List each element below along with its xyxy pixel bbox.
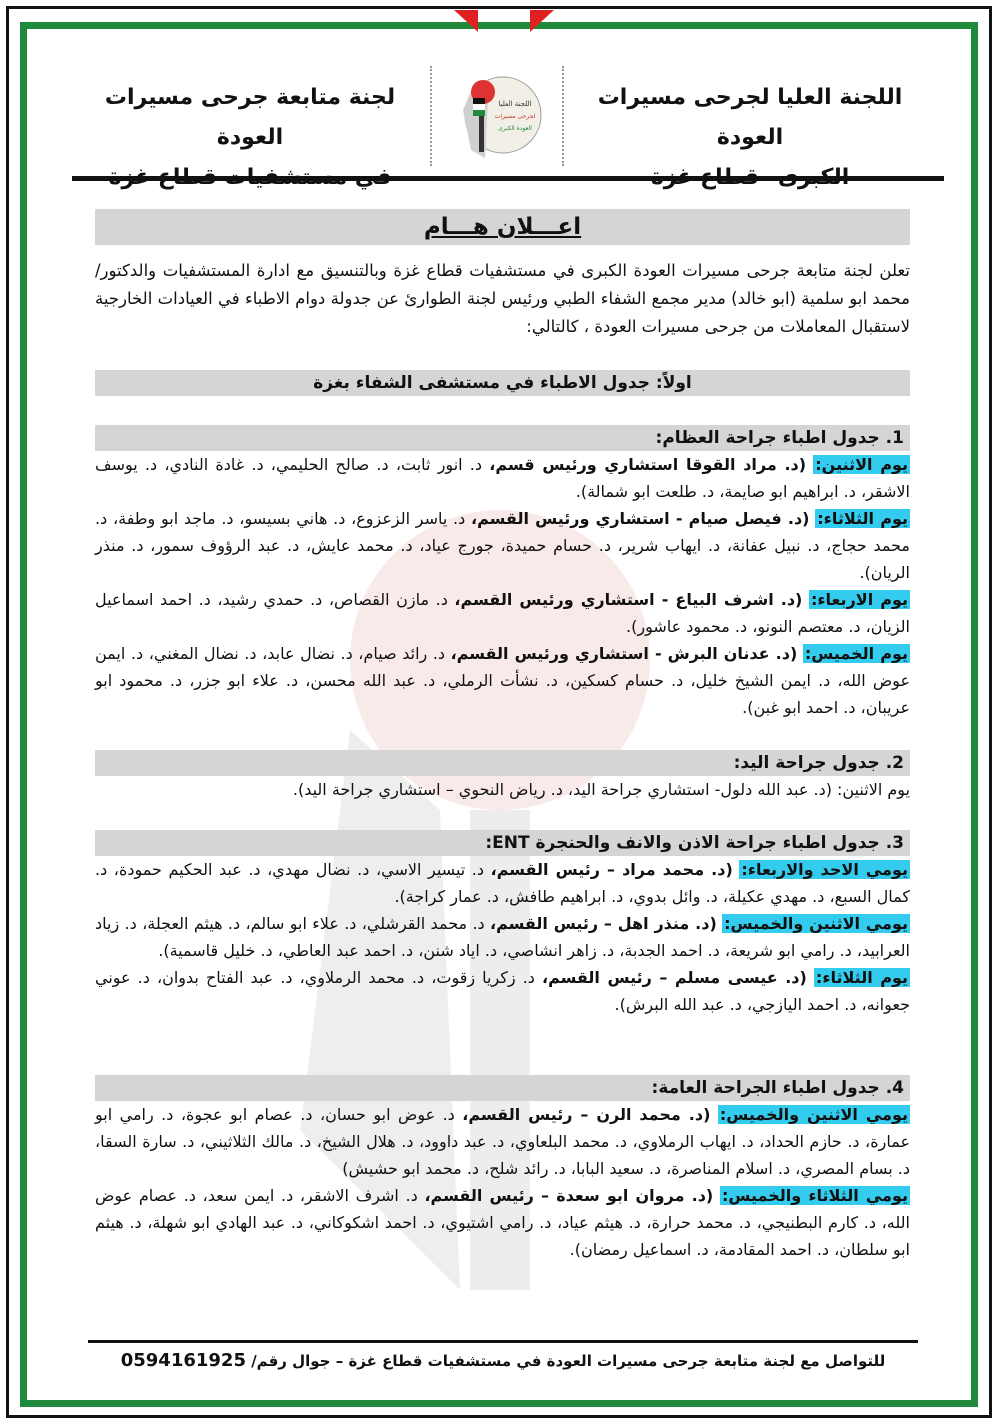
department-head: (د. مراد القوقا استشاري ورئيس قسم، bbox=[489, 455, 807, 474]
section-heading-text: اولاً: جدول الاطباء في مستشفى الشفاء بغزة bbox=[313, 373, 692, 393]
letterhead-left-line1: لجنة متابعة جرحى مسيرات العودة bbox=[104, 85, 396, 150]
day-label: يوم الاربعاء: bbox=[810, 590, 908, 609]
announcement-title-text: اعـــلان هـــام bbox=[423, 214, 582, 240]
schedule-entry bbox=[95, 640, 910, 721]
schedule-entry bbox=[95, 910, 910, 964]
logo-text-2: لجرحى مسيرات bbox=[494, 113, 536, 120]
letterhead bbox=[70, 60, 930, 175]
schedule-group-orthopedics bbox=[95, 425, 910, 721]
group-title: 4. جدول اطباء الجراحة العامة: bbox=[95, 1075, 910, 1101]
letterhead-right-line1: اللجنة العليا لجرحى مسيرات العودة bbox=[597, 85, 903, 150]
department-head: (د. فيصل صيام - استشاري ورئيس القسم، bbox=[471, 509, 810, 528]
doctor-list: د. زكريا زقوت، د. محمد الرملاوي، د. عبد الفتاح بدوان، د. عوني جعوانه، د. احمد اليازجي، د. عبد الله البرش). bbox=[95, 968, 910, 1014]
contact-footer bbox=[88, 1350, 918, 1371]
header-divider bbox=[430, 66, 433, 166]
phone-number: 0594161925 bbox=[120, 1350, 246, 1371]
doctor-list: يوم الاثنين: (د. عبد الله دلول- استشاري جراحة اليد، د. رياض النحوي – استشاري جراحة اليد). bbox=[292, 780, 910, 799]
group-title: 3. جدول اطباء جراحة الاذن والانف والحنجرة ENT: bbox=[95, 830, 910, 856]
footer-rule bbox=[88, 1340, 918, 1343]
doctor-list: د. ياسر الزعزوع، د. هاني بسيسو، د. ماجد ابو وطفة، د. محمد حجاج، د. نبيل عفانة، د. ايهاب شرير، د. حسام حميدة، جورج عياد، د. محمد عايش، د. عبد الرؤوف سمور، د. منذر الريان). bbox=[95, 509, 910, 582]
doctor-list: د. محمد القرشلي، د. علاء ابو سالم، د. هيثم العجلة، د. زياد العرابيد، د. رامي ابو شريعة، د. احمد الجدبة، د. زاهر انشاصي، د. اياد شنن، د. احمد عبد العاطي، د. خليل قاسمية). bbox=[95, 914, 910, 960]
day-label: يوم الاثنين: bbox=[815, 455, 908, 474]
day-label: يوم الخميس: bbox=[804, 644, 908, 663]
schedule-entry bbox=[95, 776, 910, 803]
footer-text: للتواصل مع لجنة متابعة جرحى مسيرات العودة في مستشفيات قطاع غزة – جوال رقم/ bbox=[251, 1352, 886, 1370]
day-label: يومي الاثنين والخميس: bbox=[724, 914, 908, 933]
doctor-list: د. عوض ابو حسان، د. عصام ابو عجوة، د. رامي ابو عمارة، د. حازم الحداد، د. ايهاب الرملاوي، د. محمد البلعاوي، د. عبد داوود، د. هلال الشيخ، د. مالك الثلاثيني، د. سارة السقا، د. بسام المصري، د. اسلام المناصرة، د. سعيد البابا، د. رائد شلح، د. محمد ابو حشيش) bbox=[95, 1105, 910, 1178]
schedule-entry bbox=[95, 964, 910, 1018]
doctor-list: د. مازن القصاص، د. حمدي رشيد، د. احمد اسماعيل الزيان، د. معتصم النونو، د. محمود عاشور). bbox=[95, 590, 910, 636]
group-title: 2. جدول جراحة اليد: bbox=[95, 750, 910, 776]
header-divider bbox=[562, 66, 565, 166]
logo-text-3: العودة الكبرى bbox=[498, 125, 532, 132]
schedule-entry bbox=[95, 586, 910, 640]
schedule-group-general-surgery bbox=[95, 1075, 910, 1263]
section-heading bbox=[95, 370, 910, 396]
department-head: (د. محمد الرن – رئيس القسم، bbox=[462, 1105, 711, 1124]
doctor-list: د. اشرف الاشقر، د. ايمن سعد، د. عصام عوض الله، د. كارم البطنيجي، د. محمد حرارة، د. هيثم عياد، د. رامي اشتيوي، د. احمد اشكوكاني، د. عبد الهادي ابو شهلة، د. هيثم ابو سلطان، د. احمد المقادمة، د. اسماعيل رمضان). bbox=[95, 1186, 910, 1259]
schedule-entry bbox=[95, 505, 910, 586]
day-label: يوم الثلاثاء: bbox=[815, 968, 909, 987]
department-head: (د. عدنان البرش - استشاري ورئيس القسم، bbox=[450, 644, 798, 663]
day-label: يوم الثلاثاء: bbox=[817, 509, 909, 528]
committee-logo bbox=[455, 70, 545, 160]
department-head: (د. عيسى مسلم – رئيس القسم، bbox=[542, 968, 807, 987]
schedule-entry bbox=[95, 1182, 910, 1263]
logo-text-1: اللجنة العليا bbox=[498, 100, 532, 108]
schedule-entry bbox=[95, 1101, 910, 1182]
doctor-list: د. رائد صيام، د. نضال عابد، د. نضال المغني، د. ايمن عوض الله، د. ايمن الشيخ خليل، د. حسام كسكين، د. نشأت الرملي، د. عبد الله محسن، د. علاء ابو جزر، د. محمود ابو عريبان، د. احمد ابو غبن). bbox=[95, 644, 910, 717]
intro-paragraph: تعلن لجنة متابعة جرحى مسيرات العودة الكبرى في مستشفيات قطاع غزة وبالتنسيق مع ادارة المستشفيات والدكتور/ محمد ابو سلمية (ابو خالد) مدير مجمع الشفاء الطبي ورئيس لجنة الطوارئ عن جدولة دوام الاطباء في العيادات الخارجية لاستقبال المعاملات من جرحى مسيرات العودة ، كالتالي: bbox=[95, 261, 910, 336]
header-rule bbox=[72, 176, 944, 181]
department-head: (د. مروان ابو سعدة – رئيس القسم، bbox=[424, 1186, 714, 1205]
day-label: يومي الاثنين والخميس: bbox=[719, 1105, 908, 1124]
day-label: يومي الثلاثاء والخميس: bbox=[721, 1186, 909, 1205]
announcement-title bbox=[95, 209, 910, 245]
department-head: (د. منذر اهل – رئيس القسم، bbox=[490, 914, 717, 933]
schedule-entry bbox=[95, 451, 910, 505]
schedule-group-ent bbox=[95, 830, 910, 1018]
day-label: يومي الاحد والاربعاء: bbox=[741, 860, 909, 879]
schedule-entry bbox=[95, 856, 910, 910]
department-head: (د. اشرف البياع - استشاري ورئيس القسم، bbox=[454, 590, 803, 609]
schedule-group-hand bbox=[95, 750, 910, 803]
department-head: (د. محمد مراد – رئيس القسم، bbox=[490, 860, 733, 879]
doctor-list: د. انور ثابت، د. صالح الحليمي، د. غادة النادي، د. يوسف الاشقر، د. ابراهيم ابو صايمة، د. طلعت ابو شمالة). bbox=[95, 455, 910, 501]
doctor-list: د. تيسير الاسي، د. نضال مهدي، د. عبد الحكيم حمودة، د. كمال السبع، د. مهدي عكيلة، د. وائل بدوي، د. ابراهيم طافش، د. عمار كراجة). bbox=[95, 860, 910, 906]
group-title: 1. جدول اطباء جراحة العظام: bbox=[95, 425, 910, 451]
